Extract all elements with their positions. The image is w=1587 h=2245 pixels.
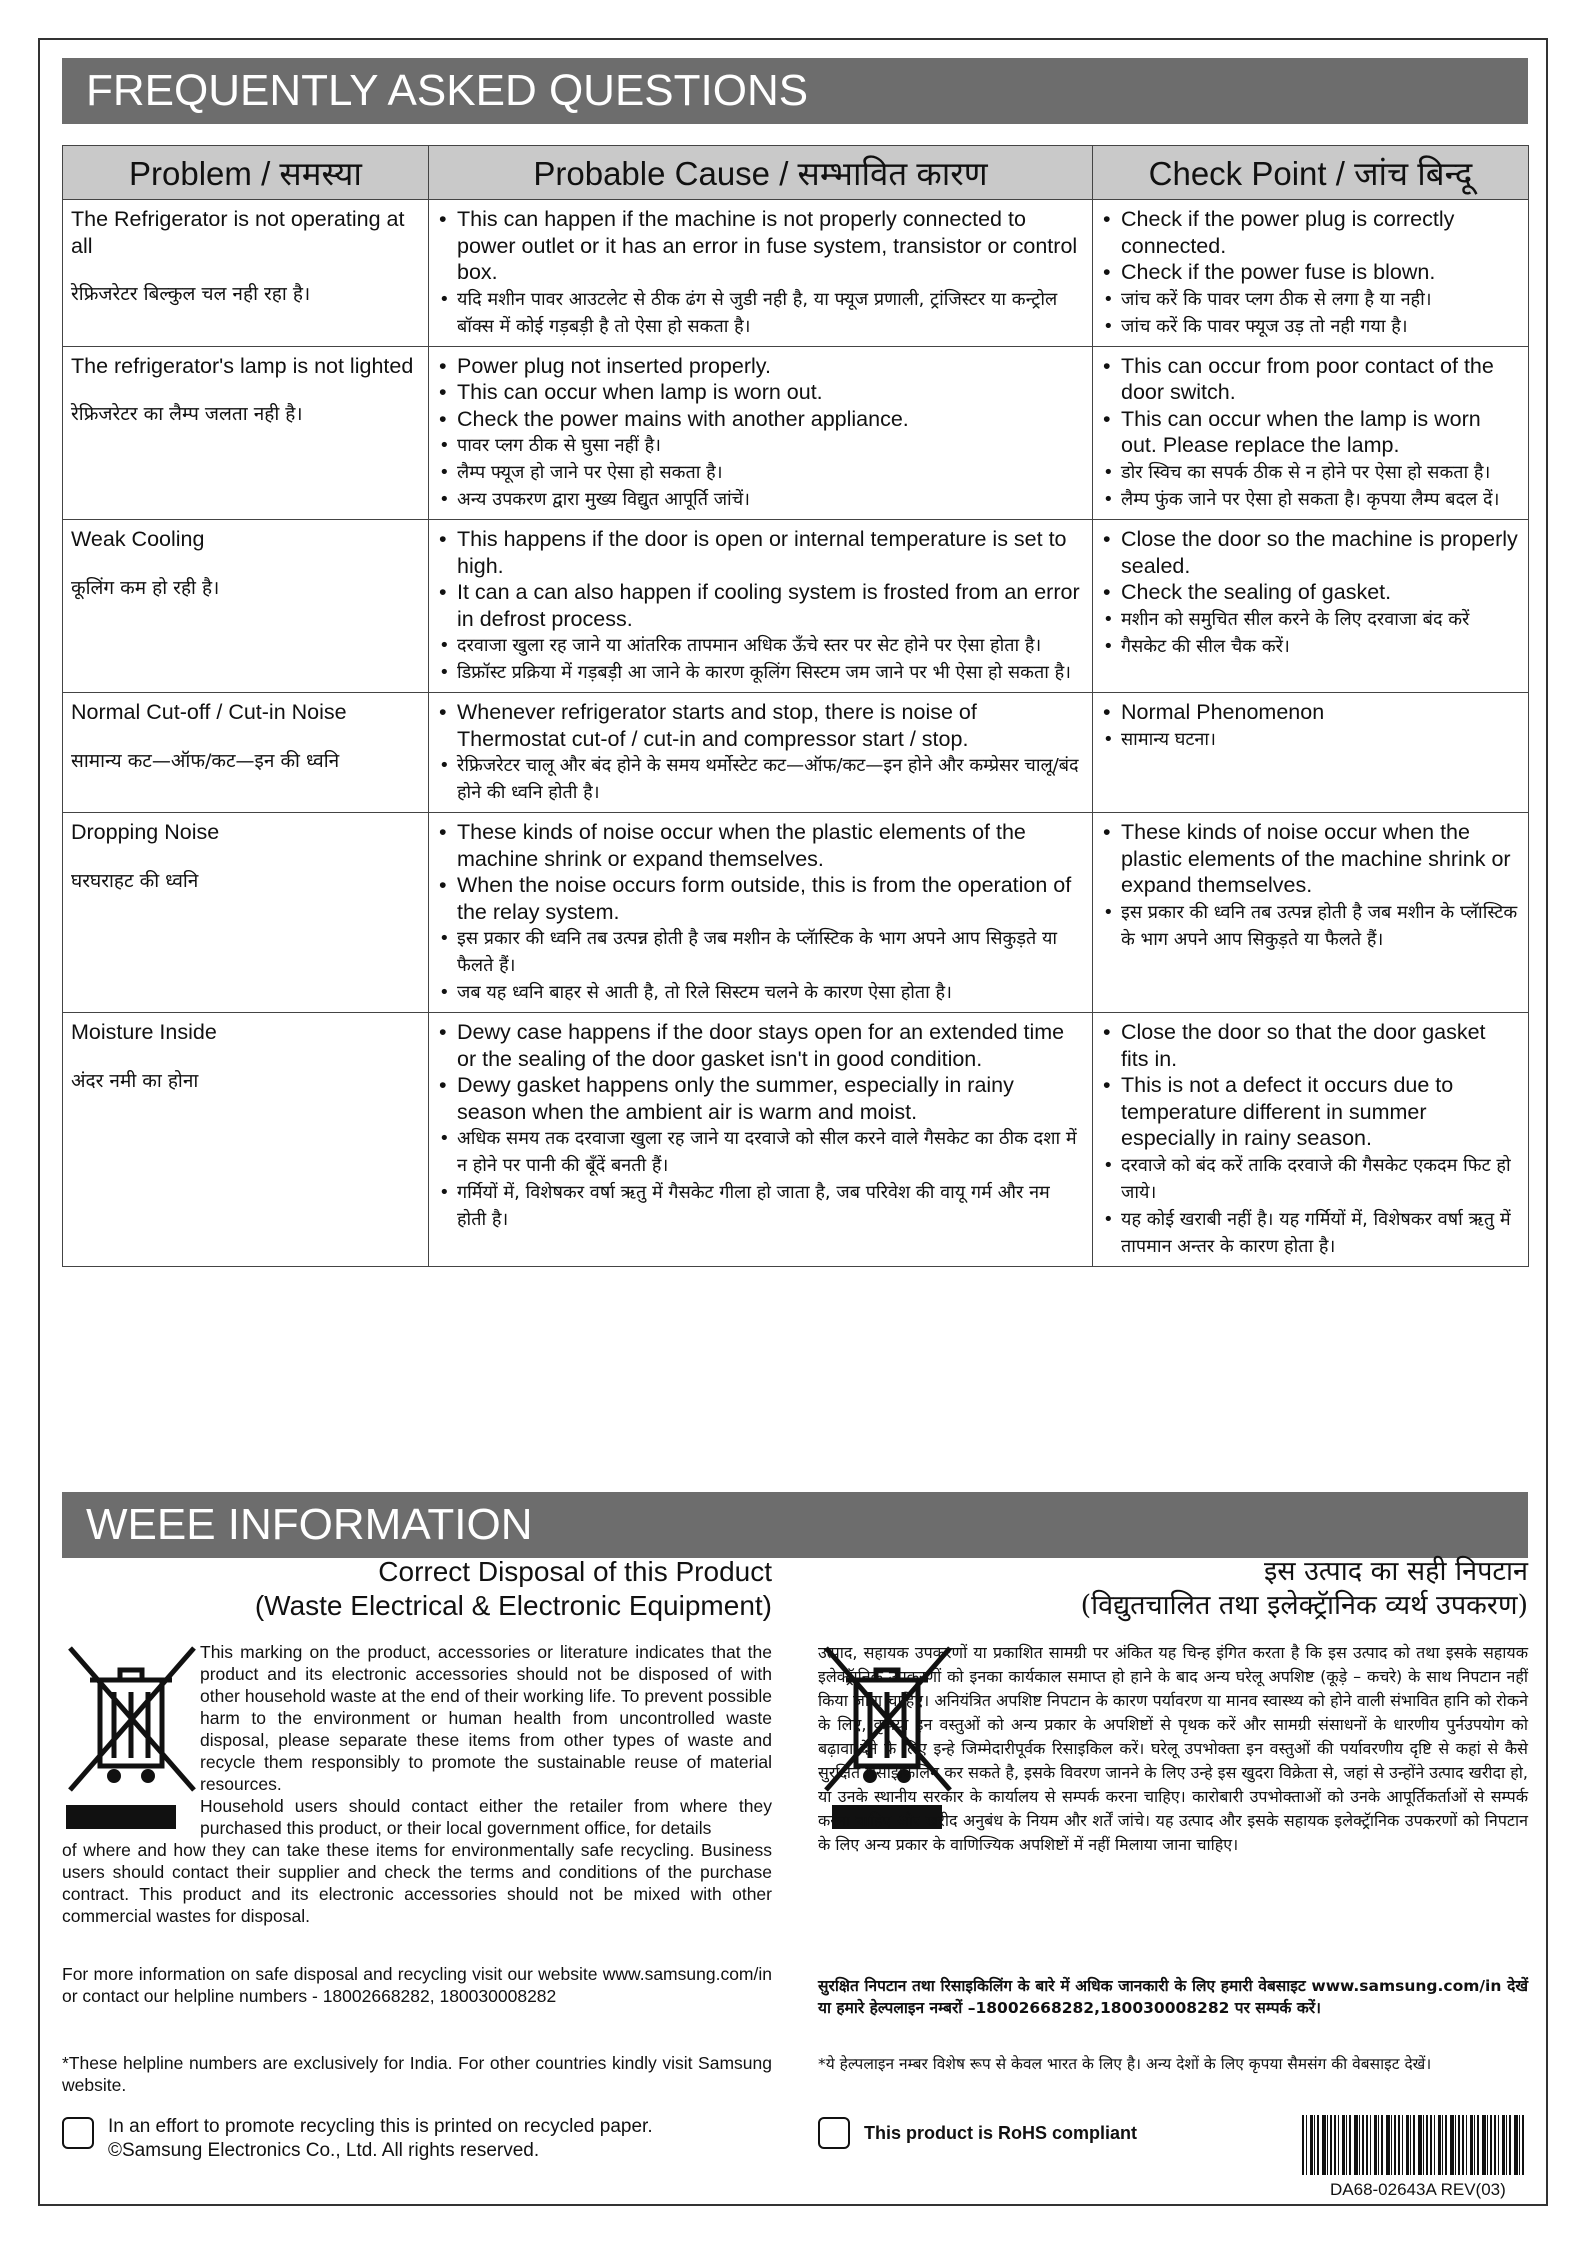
barcode-stripe (1359, 2115, 1360, 2175)
barcode-stripe (1423, 2115, 1424, 2175)
probable-cause-item: • Whenever refrigerator starts and stop, there is noise of Thermostat cut-of / cut-in and compressor start / stop. (437, 699, 1082, 752)
weee-paragraph-hi: उत्पाद, सहायक उपकरणों या प्रकाशित सामग्री पर अंकित यह चिन्ह इंगित करता है कि इस उत्पाद को तथा इसके सहायक इलेक्ट्रॅानिक उपकरणों को इनका कार्यकाल समाप्त हो हाने के बाद अन्य घरेलू अपशिष्ट (कूड़े – कचरे) के साथ निपटान नहीं किया जाना चाहिए। अनियंत्रित अपशिष्ट निपटान के कारण पर्यावरण या मानव स्वास्थ्य को होने वाली संभावित हानि को रोकने के लिए, कृपया इन वस्तुओं को अन्य प्रकार के अपशिष्टों से पृथक करें और सामग्री संसाधनों के धारणीय पुर्नउपयोग को बढ़ावा देने के लिए इन्हे जिम्मेदारीपूर्वक रिसाइकिल करें। घरेलू उपभोक्ता इन वस्तुओं की पर्यावरणीय दृष्टि से कहां से कैसे सुरक्षित रिसाइकिलिंग कर सकते है, इसके विवरण जानने के लिए उन्हे इस खुदरा विक्रेता से, जहां से उन्होंने उत्पाद खरीदा हो, या उनके स्थानीय सरकार के कार्यालय से सम्पर्क करना चाहिए। कारोबारी उपभोक्ताओं को उनके आपूर्तिकर्ताओं से सम्पर्क करना चाहिए और खरीद अनुबंध के नियम और शर्तें जांचे। यह उत्पाद और इसके सहायक इलेक्ट्रॅानिक उपकरणों को निपटान के लिए अन्य प्रकार के वाणिज्यिक अपशिष्टों में नहीं मिलाया जाना चाहिए। (818, 1643, 1528, 1854)
probable-cause-list (437, 1019, 1082, 1233)
faq-row (63, 1013, 1529, 1267)
weee-paragraph-en-2b: of where and how they can take these items for environmentally safe recycling. Business users should contact their supplier and check the terms and conditions of the purchase contract. This product and its electronic accessories should not be mixed with other commercial wastes for disposal. (62, 1840, 772, 1926)
faq-title: FREQUENTLY ASKED QUESTIONS (62, 58, 1528, 124)
check-point-item: • This can occur from poor contact of the door switch. (1101, 353, 1518, 406)
barcode-stripe (1522, 2115, 1524, 2175)
barcode-stripe (1406, 2115, 1409, 2175)
problem-cell (63, 346, 429, 520)
probable-cause-item: • जब यह ध्वनि बाहर से आती है, तो रिले सिस्टम चलने के कारण ऐसा होता है। (437, 979, 1082, 1006)
barcode-stripe (1362, 2115, 1364, 2175)
document-code: DA68-02643A REV(03) (1330, 2180, 1506, 2199)
weee-helpline-note-en: *These helpline numbers are exclusively for India. For other countries kindly visit Samsung website. (62, 2053, 772, 2095)
problem-hindi: अंदर नमी का होना (71, 1069, 199, 1092)
weee-paragraph-en-2a: Household users should contact either the retailer from where they purchased this product, or their local government office, for details (200, 1796, 772, 1838)
faq-row (63, 200, 1529, 347)
problem-cell (63, 520, 429, 693)
check-point-item: • Check if the power plug is correctly connected. (1101, 206, 1518, 259)
barcode-stripe (1334, 2115, 1336, 2175)
check-point-item: • Close the door so that the door gasket fits in. (1101, 1019, 1518, 1072)
check-point-item: • दरवाजे को बंद करें ताकि दरवाजे की गैसकेट एकदम फिट हो जाये। (1101, 1152, 1518, 1206)
barcode-stripe (1349, 2115, 1351, 2175)
barcode-stripe (1442, 2115, 1443, 2175)
problem-english: Weak Cooling (71, 527, 205, 551)
barcode-stripe (1410, 2115, 1411, 2175)
check-point-item: • This can occur when the lamp is worn out. Please replace the lamp. (1101, 406, 1518, 459)
weee-section (62, 1555, 1528, 2161)
barcode-stripe (1434, 2115, 1435, 2175)
barcode-stripe (1306, 2115, 1307, 2175)
faq-row (63, 813, 1529, 1013)
barcode-stripe (1418, 2115, 1422, 2175)
problem-cell (63, 1013, 429, 1267)
weee-english (62, 1555, 772, 2161)
barcode-stripe (1482, 2115, 1486, 2175)
header-check-point: Check Point / जांच बिन्दू (1093, 146, 1529, 200)
check-point-item: • Close the door so the machine is properly sealed. (1101, 526, 1518, 579)
probable-cause-item: • दरवाजा खुला रह जाने या आंतरिक तापमान अधिक ऊँचे स्तर पर सेट होने पर ऐसा होता है। (437, 632, 1082, 659)
barcode-stripe (1370, 2115, 1371, 2175)
weee-website-en: For more information on safe disposal and recycling visit our website www.samsung.com/in or contact our helpline numbers - 18002668282, 180030008282 (62, 1964, 772, 2006)
check-point-list (1101, 1019, 1518, 1260)
barcode-stripe (1310, 2115, 1313, 2175)
problem-english: Moisture Inside (71, 1020, 217, 1044)
probable-cause-item: • This can happen if the machine is not properly connected to power outlet or it has an error in fuse system, transistor or control box. (437, 206, 1082, 286)
probable-cause-item: • पावर प्लग ठीक से घुसा नहीं है। (437, 432, 1082, 459)
probable-cause-cell (429, 346, 1093, 520)
barcode-stripe (1498, 2115, 1499, 2175)
check-point-item: • These kinds of noise occur when the plastic elements of the machine shrink or expand themselves. (1101, 819, 1518, 899)
problem-hindi: सामान्य कट—ऑफ/कट—इन की ध्वनि (71, 749, 340, 772)
faq-header-row (63, 146, 1529, 200)
barcode-stripe (1322, 2115, 1326, 2175)
rohs-icon (818, 2117, 850, 2149)
check-point-item: • सामान्य घटना। (1101, 726, 1518, 753)
barcode-stripe (1514, 2115, 1518, 2175)
recycled-paper-icon (62, 2117, 94, 2149)
faq-row (63, 520, 1529, 693)
barcode-stripe (1317, 2115, 1319, 2175)
problem-hindi: घरघराहट की ध्वनि (71, 869, 199, 892)
barcode-stripe (1455, 2115, 1456, 2175)
probable-cause-list (437, 206, 1082, 340)
barcode-stripe (1330, 2115, 1332, 2175)
probable-cause-item: • अन्य उपकरण द्वारा मुख्य विद्युत आपूर्ति जांचें। (437, 486, 1082, 513)
barcode-stripe (1487, 2115, 1488, 2175)
probable-cause-list (437, 819, 1082, 1006)
barcode-stripe (1450, 2115, 1454, 2175)
check-point-cell (1093, 813, 1529, 1013)
faq-row (63, 693, 1529, 813)
problem-english: The Refrigerator is not operating at all (71, 207, 405, 258)
probable-cause-list (437, 699, 1082, 806)
copyright-text: ©Samsung Electronics Co., Ltd. All rights reserved. (108, 2140, 540, 2161)
rohs-compliance-text: This product is RoHS compliant (864, 2123, 1138, 2143)
check-point-list (1101, 206, 1518, 340)
check-point-item: • Check if the power fuse is blown. (1101, 259, 1518, 286)
barcode-stripe (1386, 2115, 1390, 2175)
check-point-cell (1093, 693, 1529, 813)
barcode-stripe (1413, 2115, 1415, 2175)
barcode-stripe (1438, 2115, 1441, 2175)
probable-cause-item: • गर्मियों में, विशेषकर वर्षा ऋतु में गैसकेट गीला हो जाता है, जब परिवेश की वायू गर्म और नम होती है। (437, 1179, 1082, 1233)
probable-cause-item: • This happens if the door is open or internal temperature is set to high. (437, 526, 1082, 579)
barcode-stripe (1494, 2115, 1496, 2175)
check-point-list (1101, 353, 1518, 513)
barcode-stripe (1342, 2115, 1345, 2175)
barcode-stripe (1470, 2115, 1473, 2175)
barcode-stripe (1506, 2115, 1507, 2175)
bin-underline-bar (66, 1805, 176, 1829)
problem-english: Normal Cut-off / Cut-in Noise (71, 700, 347, 724)
check-point-item: • Normal Phenomenon (1101, 699, 1518, 726)
check-point-item: • Check the sealing of gasket. (1101, 579, 1518, 606)
barcode-stripe (1477, 2115, 1479, 2175)
faq-row (63, 346, 1529, 520)
problem-cell (63, 813, 429, 1013)
weee-hindi (818, 1555, 1528, 2155)
check-point-item: • जांच करें कि पावर प्लग ठीक से लगा है या नही। (1101, 286, 1518, 313)
barcode-stripe (1381, 2115, 1383, 2175)
check-point-list (1101, 699, 1518, 753)
probable-cause-item: • When the noise occurs form outside, this is from the operation of the relay system. (437, 872, 1082, 925)
probable-cause-cell (429, 1013, 1093, 1267)
check-point-item: • जांच करें कि पावर फ्यूज उड़ तो नही गया है। (1101, 313, 1518, 340)
check-point-item: • गैसकेट की सील चैक करें। (1101, 633, 1518, 660)
crossed-bin-icon (62, 1640, 202, 1800)
barcode-stripe (1398, 2115, 1400, 2175)
probable-cause-cell (429, 200, 1093, 347)
weee-paragraph-en-1: This marking on the product, accessories or literature indicates that the product and its electronic accessories should not be disposed of with other household waste at the end of their working life. To prevent possible harm to the environment or human health from uncontrolled waste disposal, please separate these items from other types of waste and recycle them responsibly to promote the sustainable reuse of material resources. (200, 1642, 772, 1794)
faq-table (62, 145, 1529, 1267)
problem-english: The refrigerator's lamp is not lighted (71, 353, 414, 378)
barcode (1300, 2115, 1528, 2175)
barcode-stripe (1402, 2115, 1403, 2175)
barcode-stripe (1378, 2115, 1379, 2175)
probable-cause-item: • यदि मशीन पावर आउटलेट से ठीक ढंग से जुडी नही है, या फ्यूज प्रणाली, ट्रांजिस्टर या कन्ट्रोल बॉक्स में कोई गड़बड़ी है तो ऐसा हो सकता है। (437, 286, 1082, 340)
barcode-stripe (1519, 2115, 1520, 2175)
check-point-item: • लैम्प फुंक जाने पर ऐसा हो सकता है। कृपया लैम्प बदल दें। (1101, 486, 1518, 513)
probable-cause-list (437, 526, 1082, 686)
probable-cause-item: • Dewy case happens if the door stays open for an extended time or the sealing of the door gasket isn't in good condition. (437, 1019, 1082, 1072)
barcode-stripe (1509, 2115, 1511, 2175)
barcode-stripe (1458, 2115, 1460, 2175)
barcode-stripe (1314, 2115, 1315, 2175)
barcode-stripe (1474, 2115, 1475, 2175)
probable-cause-cell (429, 520, 1093, 693)
weee-subheading-en: (Waste Electrical & Electronic Equipment) (254, 1590, 772, 1621)
barcode-stripe (1327, 2115, 1328, 2175)
probable-cause-item: • लैम्प फ्यूज हो जाने पर ऐसा हो सकता है। (437, 459, 1082, 486)
barcode-stripe (1302, 2115, 1304, 2175)
weee-website-hi: सुरक्षित निपटान तथा रिसाइकिलिंग के बारे में अधिक जानकारी के लिए हमारी वेबसाइट www.samsung.com/in देखें या हमारे हेल्पलाइन नम्बरों –18002668282,180030008282 पर सम्पर्क करें। (818, 1977, 1528, 2017)
check-point-cell (1093, 520, 1529, 693)
problem-cell (63, 693, 429, 813)
probable-cause-item: • These kinds of noise occur when the plastic elements of the machine shrink or expand themselves. (437, 819, 1082, 872)
weee-helpline-note-hi: *ये हेल्पलाइन नम्बर विशेष रूप से केवल भारत के लिए है। अन्य देशों के लिए कृपया सैमसंग की वेबसाइट देखें। (818, 2055, 1432, 2073)
barcode-stripe (1346, 2115, 1347, 2175)
check-point-item: • इस प्रकार की ध्वनि तब उत्पन्न होती है जब मशीन के प्लॅास्टिक के भाग अपने आप सिकुड़ते या फैलते हैं। (1101, 899, 1518, 953)
probable-cause-item: • डिफ्रॉस्ट प्रक्रिया में गड़बड़ी आ जाने के कारण कूलिंग सिस्टम जम जाने पर भी ऐसा हो सकता है। (437, 659, 1082, 686)
barcode-stripe (1462, 2115, 1464, 2175)
probable-cause-item: • It can a can also happen if cooling system is frosted from an error in defrost process. (437, 579, 1082, 632)
barcode-stripe (1445, 2115, 1447, 2175)
problem-cell (63, 200, 429, 347)
header-problem: Problem / समस्या (63, 146, 429, 200)
check-point-item: • मशीन को समुचित सील करने के लिए दरवाजा बंद करें (1101, 606, 1518, 633)
check-point-item: • डोर स्विच का सपर्क ठीक से न होने पर ऐसा हो सकता है। (1101, 459, 1518, 486)
recycled-paper-note: In an effort to promote recycling this is printed on recycled paper. (108, 2116, 653, 2137)
weee-title: WEEE INFORMATION (62, 1492, 1528, 1558)
barcode-stripe (1374, 2115, 1377, 2175)
problem-english: Dropping Noise (71, 820, 220, 844)
weee-heading-en: Correct Disposal of this Product (378, 1556, 772, 1587)
barcode-stripe (1338, 2115, 1339, 2175)
probable-cause-item: • इस प्रकार की ध्वनि तब उत्पन्न होती है जब मशीन के प्लॅास्टिक के भाग अपने आप सिकुड़ते या फैलते हैं। (437, 925, 1082, 979)
probable-cause-item: • अधिक समय तक दरवाजा खुला रह जाने या दरवाजे को सील करने वाले गैसकेट का ठीक दशा में न होने पर पानी की बूँदें बनती हैं। (437, 1125, 1082, 1179)
check-point-item: • यह कोई खराबी नहीं है। यह गर्मियों में, विशेषकर वर्षा ऋतु में तापमान अन्तर के कारण होता है। (1101, 1206, 1518, 1260)
problem-hindi: रेफ्रिजरेटर का लैम्प जलता नही है। (71, 403, 303, 425)
faq-body (63, 200, 1529, 1267)
probable-cause-item: • Power plug not inserted properly. (437, 353, 1082, 380)
barcode-stripe (1502, 2115, 1505, 2175)
weee-heading-hi: इस उत्पाद का सही निपटान (1264, 1556, 1528, 1587)
probable-cause-cell (429, 693, 1093, 813)
barcode-stripe (1354, 2115, 1358, 2175)
weee-subheading-hi: (विद्युतचालित तथा इलेक्ट्रॅानिक व्यर्थ उपकरण) (1080, 1590, 1528, 1621)
barcode-stripe (1391, 2115, 1392, 2175)
header-probable-cause: Probable Cause / सम्भावित कारण (429, 146, 1093, 200)
probable-cause-item: • This can occur when lamp is worn out. (437, 379, 1082, 406)
probable-cause-cell (429, 813, 1093, 1013)
barcode-stripe (1466, 2115, 1467, 2175)
barcode-stripe (1394, 2115, 1396, 2175)
check-point-item: • This is not a defect it occurs due to temperature different in summer especially in rainy season. (1101, 1072, 1518, 1152)
barcode-stripe (1430, 2115, 1432, 2175)
barcode-stripe (1426, 2115, 1428, 2175)
probable-cause-item: • रेफ्रिजरेटर चालू और बंद होने के समय थर्मोस्टेट कट—ऑफ/कट—इन होने और कम्प्रेसर चालू/बंद होने की ध्वनि होती है। (437, 752, 1082, 806)
check-point-cell (1093, 1013, 1529, 1267)
barcode-stripe (1490, 2115, 1492, 2175)
probable-cause-item: • Check the power mains with another appliance. (437, 406, 1082, 433)
probable-cause-list (437, 353, 1082, 514)
check-point-list (1101, 526, 1518, 660)
check-point-cell (1093, 346, 1529, 520)
problem-hindi: रेफ्रिजरेटर बिल्कुल चल नही रहा है। (71, 283, 311, 305)
probable-cause-item: • Dewy gasket happens only the summer, especially in rainy season when the ambient air is warm and moist. (437, 1072, 1082, 1125)
check-point-cell (1093, 200, 1529, 347)
barcode-stripe (1366, 2115, 1368, 2175)
problem-hindi: कूलिंग कम हो रही है। (71, 576, 220, 599)
check-point-list (1101, 819, 1518, 953)
